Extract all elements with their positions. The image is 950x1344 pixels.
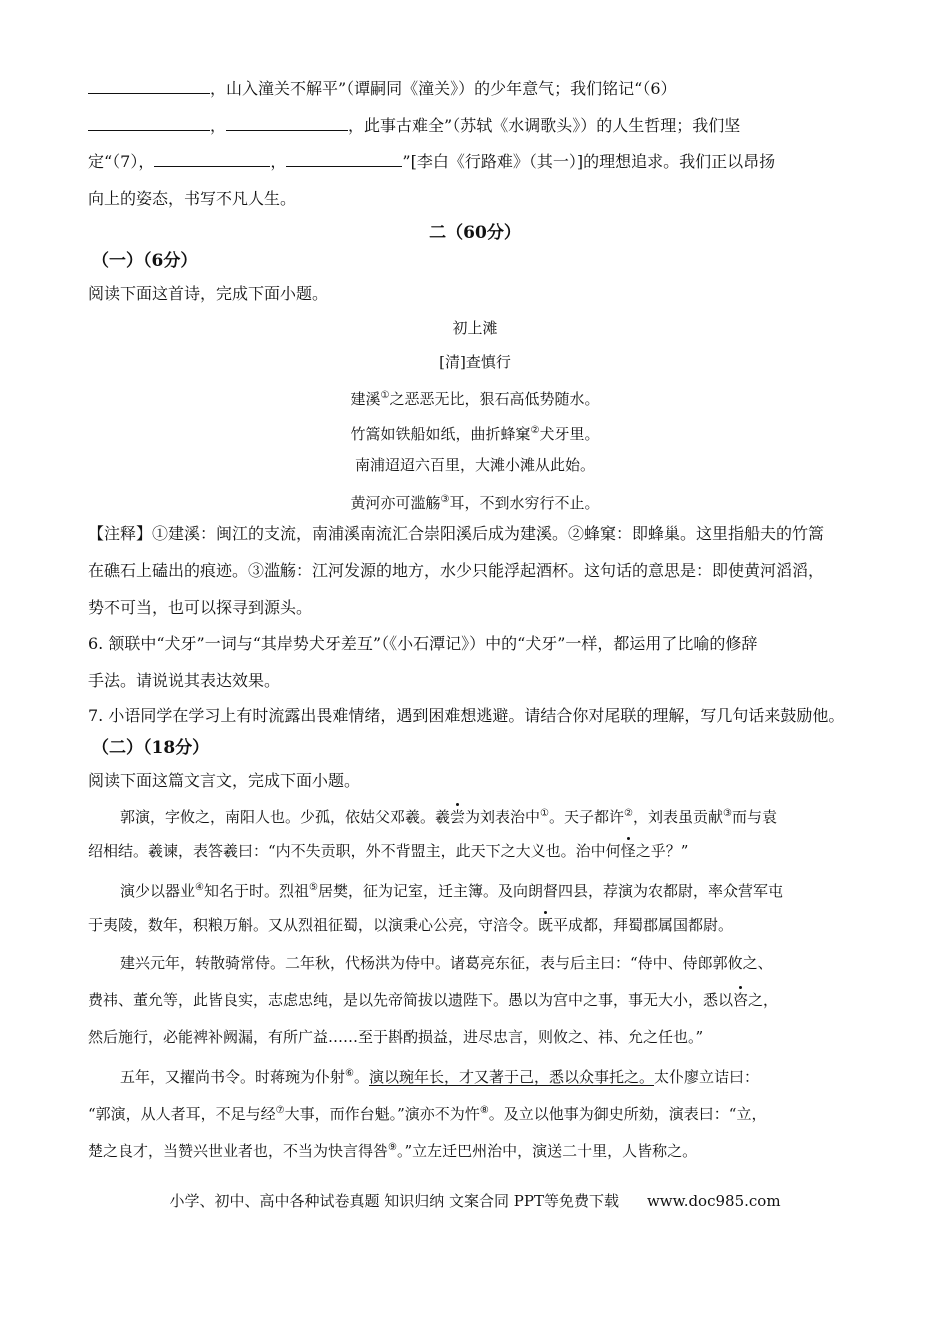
intro-line-3: 定“（7）， ， ”[李白《行路难》（其一）]的理想追求。我们正以昂扬: [88, 152, 776, 171]
passage-para1-line-1: 郭演，字攸之，南阳人也。少孤，依姑父邓羲。羲尝为刘表治中①。天子都许②，刘表虽贡献③而与袁: [120, 808, 777, 826]
footer-link[interactable]: www.doc985.com: [646, 1192, 781, 1210]
poem-line-3: 南浦迢迢六百里，大滩小滩从此始。: [354, 456, 595, 474]
answer-blank[interactable]: [154, 152, 270, 167]
poem-title: 初上滩: [452, 319, 498, 337]
passage-para3-line-3: 然后施行，必能裨补阙漏，有所广益……至于斟酌损益，进尽忠言，则攸之、祎、允之任也。”: [88, 1028, 704, 1046]
part2-instruction: 阅读下面这篇文言文，完成下面小题。: [88, 771, 361, 790]
intro-line-4: 向上的姿态，书写不凡人生。: [88, 189, 297, 208]
underlined-sentence: 演以琬年长，才又著于己，悉以众事托之。: [369, 1068, 655, 1086]
passage-para2-line-2: 于夷陵，数年，积粮万斛。又从烈祖征蜀，以演秉心公亮，守涪令。既平成都，拜蜀郡属国都尉。: [88, 916, 734, 934]
passage-para4-line-3: 楚之良才，当赞兴世业者也，不当为快言得咎⑨。”立左迁巴州治中，演送二十里，人皆称之。: [88, 1142, 698, 1160]
footer-text: 小学、初中、高中各种试卷真题 知识归纳 文案合同 PPT等免费下载: [169, 1192, 619, 1210]
answer-blank[interactable]: [88, 116, 210, 131]
note-line-3: 势不可当，也可以探寻到源头。: [88, 598, 313, 617]
poem-line-4: 黄河亦可滥觞③耳，不到水穷行不止。: [350, 494, 600, 512]
answer-blank[interactable]: [88, 79, 210, 94]
passage-para1-line-2: 绍相结。羲谏，表答羲曰：“内不失贡职，外不背盟主，此天下之大义也。治中何怪之乎？”: [88, 842, 689, 860]
question-6-line-2: 手法。请说说其表达效果。: [88, 671, 281, 690]
page-footer: [0, 1190, 950, 1211]
passage-para3-line-2: 费祎、董允等，此皆良实，志虑忠纯，是以先帝简拔以遗陛下。愚以为宫中之事，事无大小，悉以咨之，: [88, 991, 779, 1009]
intro-line-1: ，山入潼关不解平”（谭嗣同《潼关》）的少年意气；我们铭记“（6）: [88, 79, 880, 99]
intro-line-2: ， ，此事古难全”（苏轼《水调歌头》）的人生哲理；我们坚: [88, 116, 880, 136]
answer-blank[interactable]: [286, 152, 402, 167]
poem-author: [清]查慎行: [439, 353, 511, 371]
answer-blank[interactable]: [226, 116, 348, 131]
part2-heading: （二）（18分）: [92, 738, 210, 758]
passage-para2-line-1: 演少以器业④知名于时。烈祖⑤居樊，征为记室，迁主簿。及向朗督四县，荐演为农都尉，率众营军屯: [120, 882, 783, 900]
passage-para4-line-1: 五年，又擢尚书令。时蒋琬为仆射⑥。演以琬年长，才又著于己，悉以众事托之。太仆廖立诘曰：: [120, 1068, 760, 1086]
passage-para4-line-2: “郭演，从人者耳，不足与经⑦大事，而作台魁。”演亦不为忤⑧。及立以他事为御史所劾，演表曰：“立，: [88, 1105, 767, 1123]
poem-line-2: 竹篙如铁船如纸，曲折蜂窠②犬牙里。: [350, 425, 600, 443]
note-line-2: 在礁石上磕出的痕迹。③滥觞：江河发源的地方，水少只能浮起酒杯。这句话的意思是：即使黄河滔滔，: [88, 561, 825, 580]
note-line-1: 【注释】①建溪：闽江的支流，南浦溪南流汇合崇阳溪后成为建溪。②蜂窠：即蜂巢。这里指船夫的竹篙: [88, 524, 825, 543]
part1-heading: （一）（6分）: [92, 251, 198, 271]
poem-line-1: 建溪①之恶恶无比，狠石高低势随水。: [350, 390, 600, 408]
question-6-line-1: 6. 颔联中“犬牙”一词与“其岸势犬牙差互”（《小石潭记》）中的“犬牙”一样，都运用了比喻的修辞: [88, 634, 758, 653]
question-7: 7. 小语同学在学习上有时流露出畏难情绪，遇到困难想逃避。请结合你对尾联的理解，写几句话来鼓励他。: [88, 706, 845, 725]
passage-para3-line-1: 建兴元年，转散骑常侍。二年秋，代杨洪为侍中。诸葛亮东征，表与后主曰：“侍中、侍郎郭攸之、: [120, 954, 773, 972]
part1-instruction: 阅读下面这首诗，完成下面小题。: [88, 284, 329, 303]
section-title: 二（60分）: [429, 223, 521, 243]
